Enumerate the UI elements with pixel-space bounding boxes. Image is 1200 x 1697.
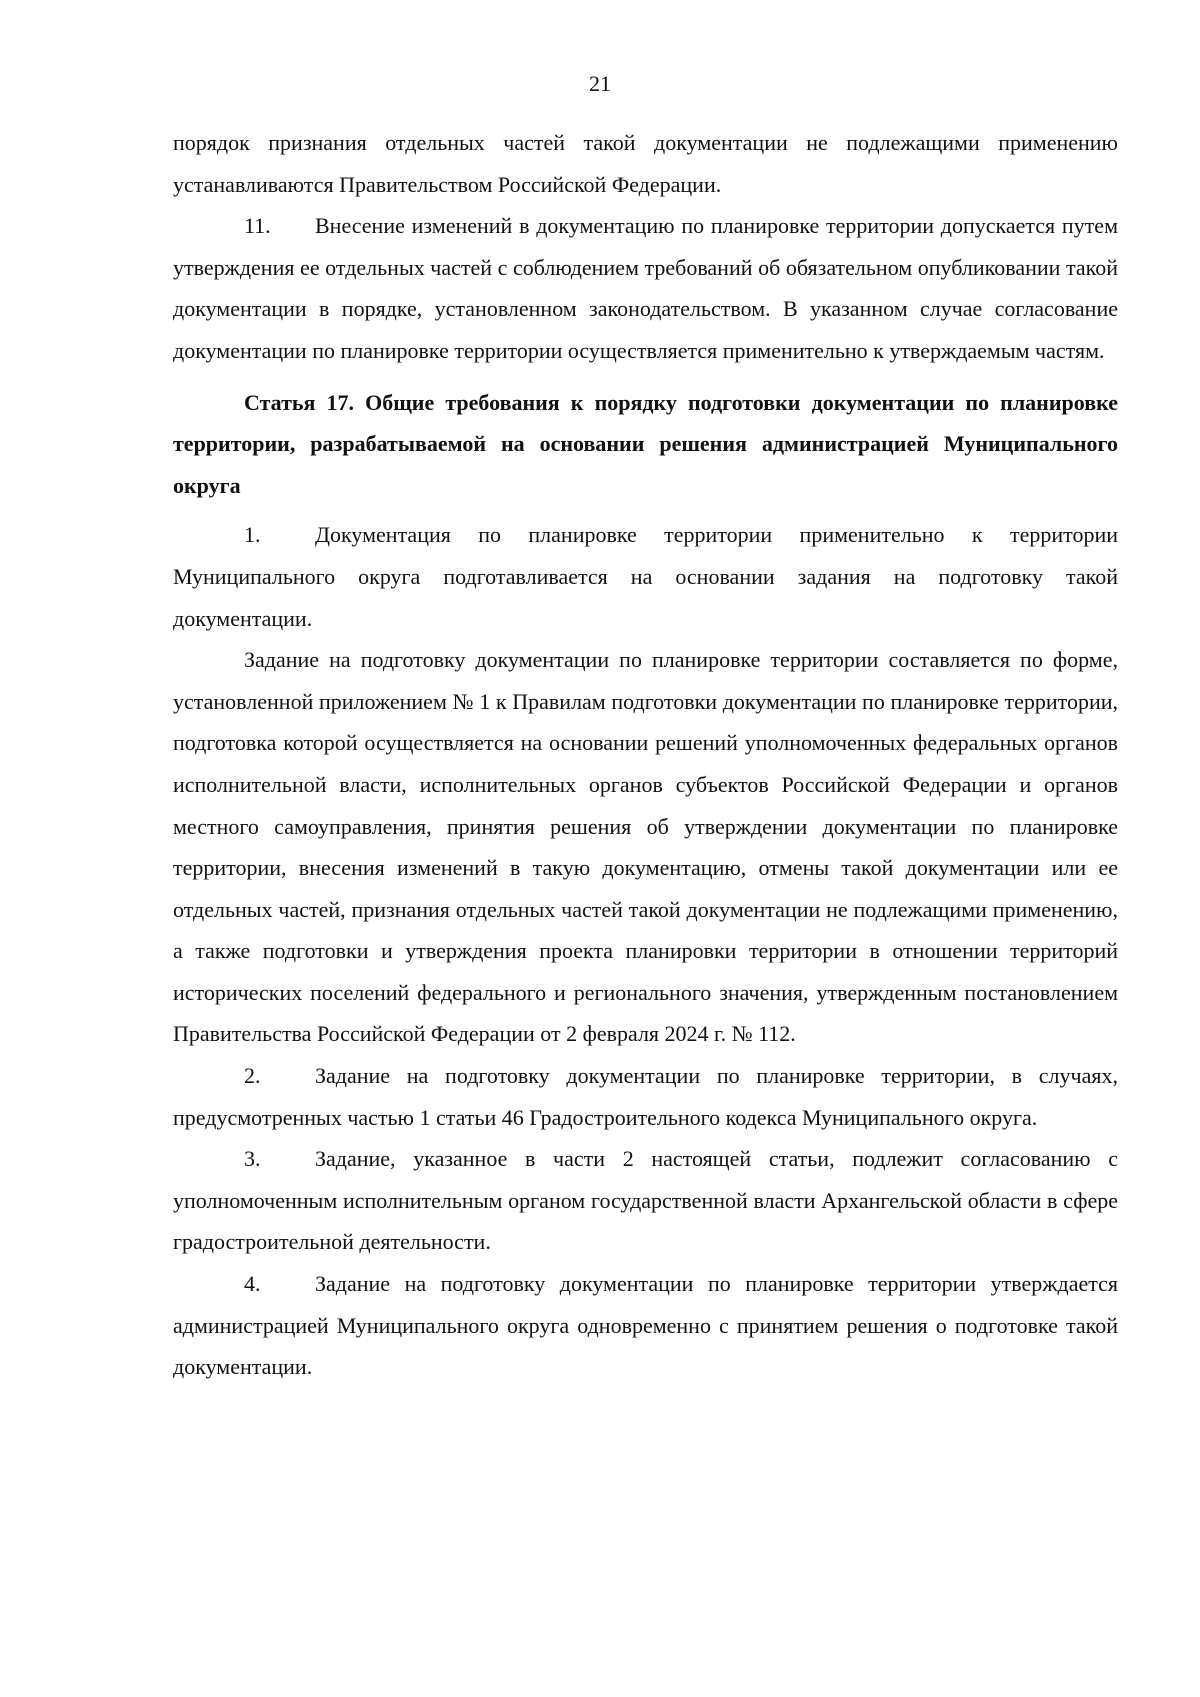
item-number: 2. xyxy=(244,1063,261,1089)
item-text: Документация по планировке территории применительно к территории Муниципального округа подготавливается на основании задания на подготовку такой документации. xyxy=(173,522,1118,631)
document-body xyxy=(173,122,1118,1388)
paragraph-continuation: порядок признания отдельных частей такой документации не подлежащими применению устанавливаются Правительством Российской Федерации. xyxy=(173,130,1118,197)
item-text: Задание, указанное в части 2 настоящей статьи, подлежит согласованию с уполномоченным исполнительным органом государственной власти Архангельской области в сфере градостроительной деятельности. xyxy=(173,1146,1118,1255)
article-heading: Статья 17. Общие требования к порядку подготовки документации по планировке территории, разрабатываемой на основании решения администрацией Муниципального округа xyxy=(173,389,1118,498)
item-number: 3. xyxy=(244,1146,261,1172)
paragraph-item-2 xyxy=(173,1055,1118,1138)
paragraph-item-4 xyxy=(173,1263,1118,1388)
item-text: Внесение изменений в документацию по планировке территории допускается путем утверждения ее отдельных частей с соблюдением требований об обязательном опубликовании такой документации в порядке, установленном законодательством. В указанном случае согласование документации по планировке территории осуществляется применительно к утверждаемым частям. xyxy=(173,213,1118,363)
item-number: 11. xyxy=(244,213,271,239)
item-number: 1. xyxy=(244,522,261,548)
paragraph-task-form: Задание на подготовку документации по планировке территории составляется по форме, установленной приложением № 1 к Правилам подготовки документации по планировке территории, подготовка которой осуществляется на основании решений уполномоченных федеральных органов исполнительной власти, исполнительных органов субъектов Российской Федерации и органов местного самоуправления, принятия решения об утверждении документации по планировке территории, внесения изменений в такую документацию, отмены такой документации или ее отдельных частей, признания отдельных частей такой документации не подлежащими применению, а также подготовки и утверждения проекта планировки территории в отношении территорий исторических поселений федерального и регионального значения, утвержденным постановлением Правительства Российской Федерации от 2 февраля 2024 г. № 112. xyxy=(173,647,1118,1047)
item-text: Задание на подготовку документации по планировке территории утверждается администрацией Муниципального округа одновременно с принятием решения о подготовке такой документации. xyxy=(173,1271,1118,1380)
item-text: Задание на подготовку документации по планировке территории, в случаях, предусмотренных частью 1 статьи 46 Градостроительного кодекса Муниципального округа. xyxy=(173,1063,1118,1130)
page-number: 21 xyxy=(589,71,611,96)
paragraph-item-1 xyxy=(173,514,1118,639)
item-number: 4. xyxy=(244,1271,261,1297)
paragraph-item-11 xyxy=(173,205,1118,371)
paragraph-item-3 xyxy=(173,1138,1118,1263)
